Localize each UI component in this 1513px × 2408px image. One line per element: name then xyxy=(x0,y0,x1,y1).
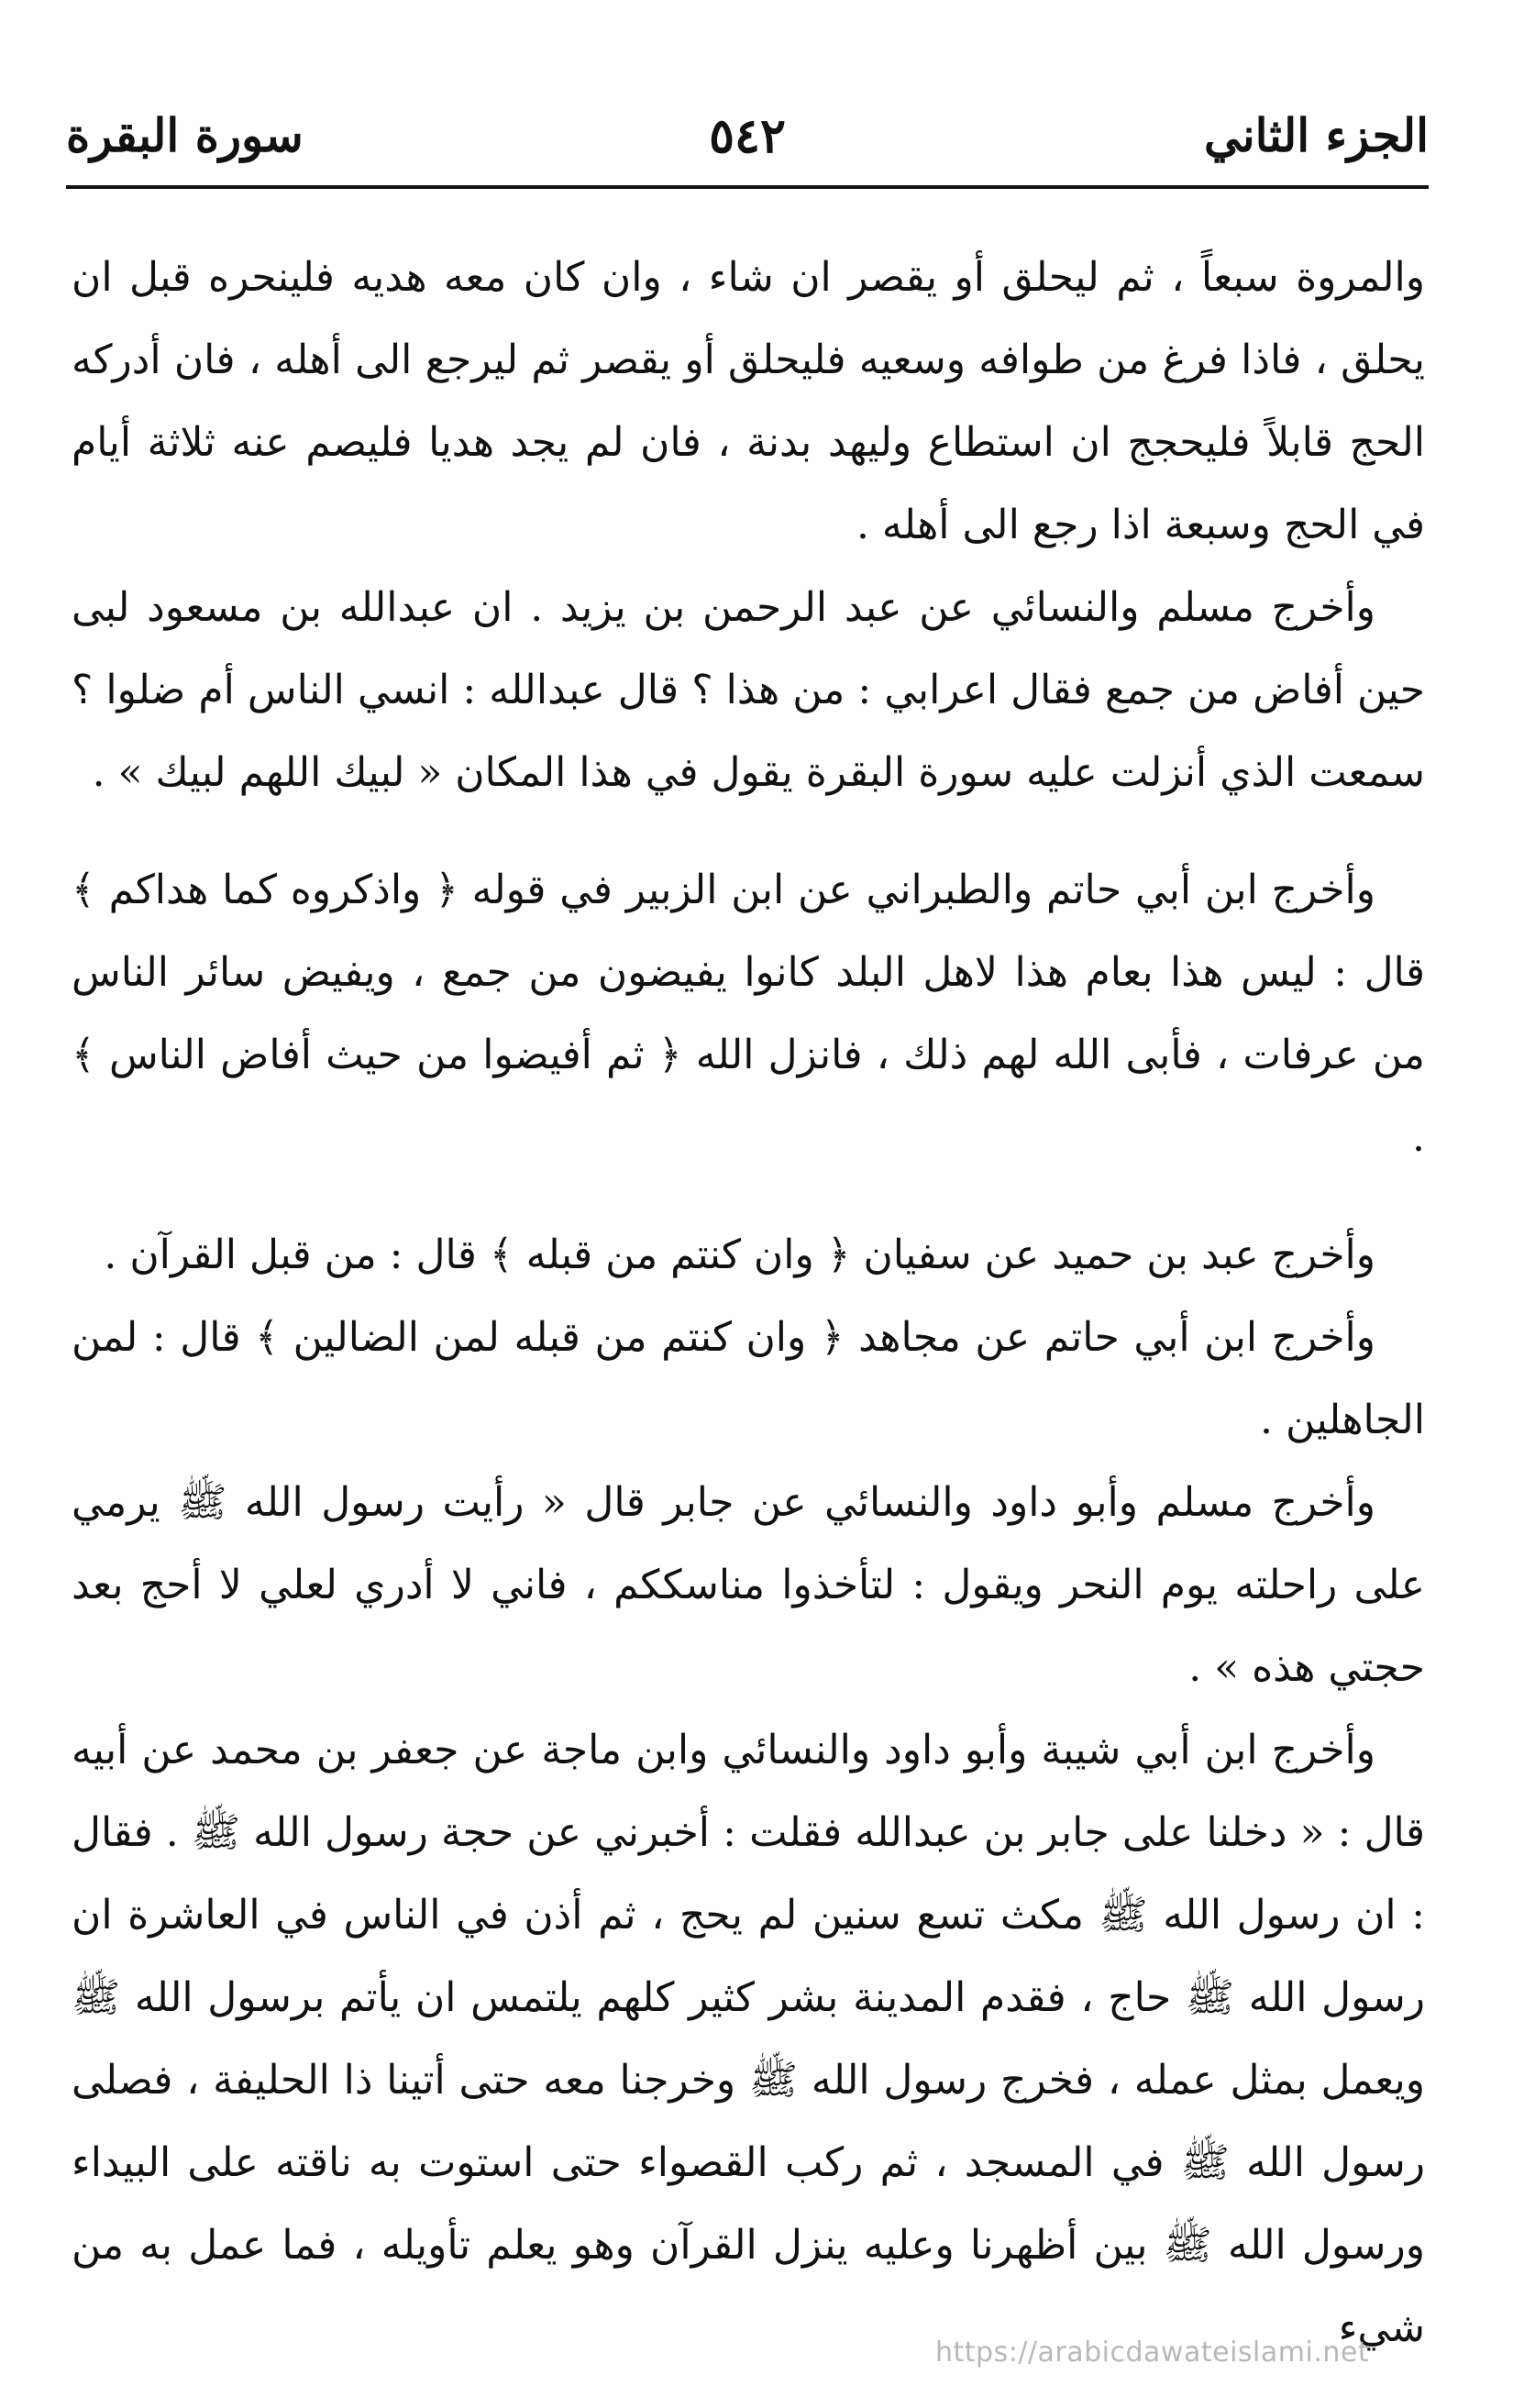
paragraph-5: وأخرج ابن أبي حاتم عن مجاهد ﴿ وان كنتم من قبله لمن الضالين ﴾ قال : لمن الجاهلين . xyxy=(72,1314,1425,1443)
page-number: ٥٤٢ xyxy=(709,108,786,164)
header-rule xyxy=(66,185,1429,189)
paragraph-2: وأخرج مسلم والنسائي عن عبد الرحمن بن يزيد . ان عبدالله بن مسعود لبى حين أفاض من جمع فقال اعرابي : من هذا ؟ قال عبدالله : انسي الناس أم ضلوا ؟ سمعت الذي أنزلت عليه سورة البقرة يقول في هذا المكان « لبيك اللهم لبيك » . xyxy=(72,584,1425,796)
site-watermark: https://arabicdawateislami.net xyxy=(935,2336,1370,2369)
page-header xyxy=(66,108,1429,182)
page-body xyxy=(72,237,1425,2369)
paragraph-3: وأخرج ابن أبي حاتم والطبراني عن ابن الزبير في قوله ﴿ واذكروه كما هداكم ﴾ قال : ليس هذا بعام هذا لاهل البلد كانوا يفيضون من جمع ، ويفيض سائر الناس من عرفات ، فأبى الله لهم ذلك ، فانزل الله ﴿ ثم أفيضوا من حيث أفاض الناس ﴾ . xyxy=(72,867,1425,1161)
paragraph-6: وأخرج مسلم وأبو داود والنسائي عن جابر قال « رأيت رسول الله ﷺ يرمي على راحلته يوم النحر ويقول : لتأخذوا مناسككم ، فاني لا أدري لعلي لا أحج بعد حجتي هذه » . xyxy=(72,1479,1425,1691)
paragraph-7: وأخرج ابن أبي شيبة وأبو داود والنسائي وابن ماجة عن جعفر بن محمد عن أبيه قال : « دخلنا على جابر بن عبدالله فقلت : أخبرني عن حجة رسول الله ﷺ . فقال : ان رسول الله ﷺ مكث تسع سنين لم يحج ، ثم أذن في الناس في العاشرة ان رسول الله ﷺ حاج ، فقدم المدينة بشر كثير كلهم يلتمس ان يأتم برسول الله ﷺ ويعمل بمثل عمله ، فخرج رسول الله ﷺ وخرجنا معه حتى أتينا ذا الحليفة ، فصلى رسول الله ﷺ في المسجد ، ثم ركب القصواء حتى استوت به ناقته على البيداء ورسول الله ﷺ بين أظهرنا وعليه ينزل القرآن وهو يعلم تأويله ، فما عمل به من شيء xyxy=(72,1727,1425,2351)
paragraph-4: وأخرج عبد بن حميد عن سفيان ﴿ وان كنتم من قبله ﴾ قال : من قبل القرآن . xyxy=(104,1232,1375,1278)
juz-label: الجزء الثاني xyxy=(1204,108,1429,162)
surah-label: سورة البقرة xyxy=(66,108,304,162)
paragraph-1: والمروة سبعاً ، ثم ليحلق أو يقصر ان شاء ، وان كان معه هديه فلينحره قبل ان يحلق ، فاذا فرغ من طوافه وسعيه فليحلق أو يقصر ثم ليرجع الى أهله ، فان أدركه الحج قابلاً فليحجج ان استطاع وليهد بدنة ، فان لم يجد هديا فليصم عنه ثلاثة أيام في الحج وسبعة اذا رجع الى أهله . xyxy=(72,254,1425,548)
